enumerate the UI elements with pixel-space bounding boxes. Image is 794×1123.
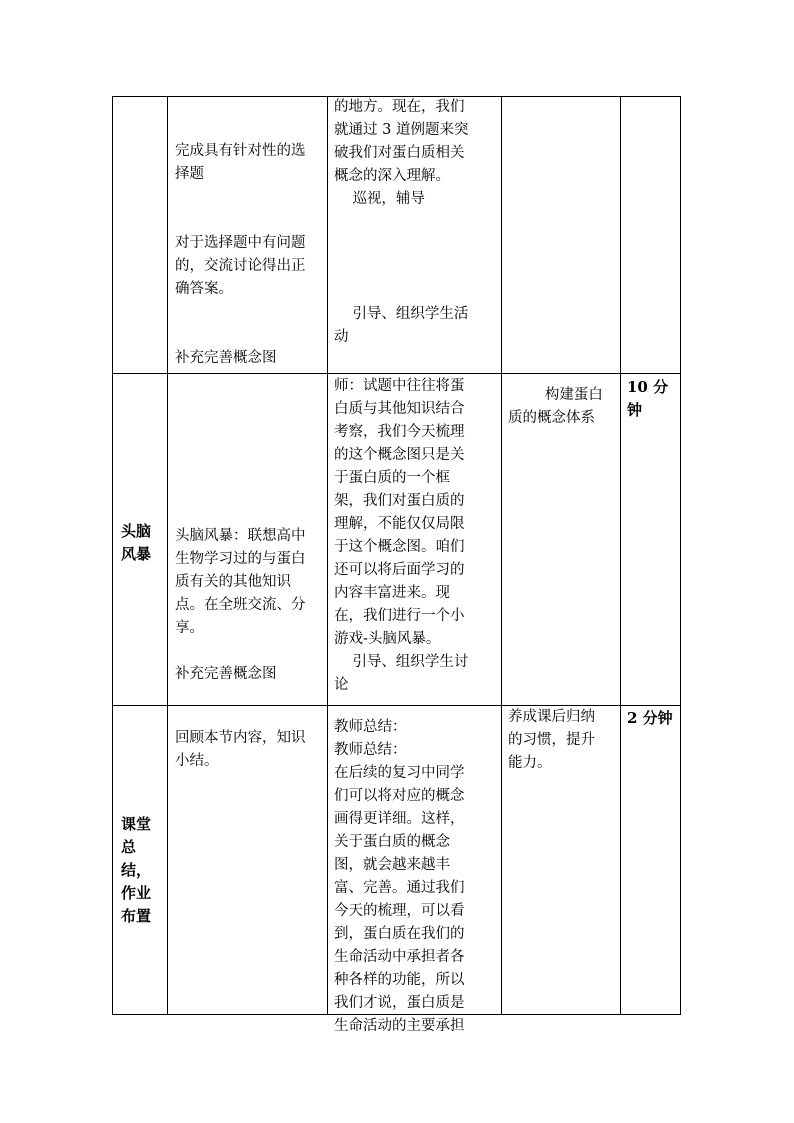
text-line: 就通过 3 道例题来突 (334, 122, 469, 138)
row3-design-intent (508, 706, 618, 786)
text-line: 今天的梳理，可以看 (334, 903, 465, 919)
column-divider-2 (327, 96, 328, 1015)
text-line: 于这个概念图。咱们 (334, 539, 465, 555)
text-line: 享。 (175, 620, 204, 636)
text-line: 图，就会越来越丰 (334, 857, 450, 873)
text-line: 富、完善。通过我们 (334, 880, 465, 896)
text-line (175, 640, 325, 663)
text-line: 巡视，辅导 (334, 191, 425, 207)
text-line: 种各样的功能，所以 (334, 972, 465, 988)
text-line: 的习惯，提升 (508, 732, 595, 748)
text-line: 总 (121, 838, 137, 856)
text-line: 引导、组织学生讨 (334, 654, 469, 670)
text-line: 在后续的复习中同学 (334, 765, 465, 781)
row1-student-activity (175, 140, 325, 370)
text-line: 的地方。现在，我们 (334, 99, 465, 115)
row3-stage-label (121, 813, 165, 933)
text-line: 点。在全班交流、分 (175, 597, 306, 613)
text-line: 考察，我们今天梳理 (334, 424, 465, 440)
text-line: 破我们对蛋白质相关 (334, 145, 465, 161)
text-line: 们可以将对应的概念 (334, 788, 465, 804)
text-line: 质有关的其他知识 (175, 574, 291, 590)
text-line: 小结。 (175, 753, 219, 769)
text-line (175, 209, 325, 232)
text-line: 架，我们对蛋白质的 (334, 493, 465, 509)
row-divider-1 (112, 373, 681, 374)
text-line: 的这个概念图只是关 (334, 447, 465, 463)
row2-time (627, 376, 679, 436)
table-border-left (112, 96, 113, 1015)
text-line: 概念的深入理解。 (334, 168, 450, 184)
text-line: 头脑 (121, 522, 152, 540)
text-line: 完成具有针对性的选 (175, 143, 306, 159)
text-line: 动 (334, 329, 349, 345)
row2-student-activity (175, 525, 325, 700)
text-line: 回顾本节内容，知识 (175, 730, 306, 746)
text-line: 的，交流讨论得出正 (175, 258, 306, 274)
text-line: 质的概念体系 (508, 410, 595, 426)
row3-time (627, 707, 679, 737)
table-border-right (680, 96, 681, 1015)
text-line: 还可以将后面学习的 (334, 562, 465, 578)
row3-student-activity (175, 727, 325, 787)
text-line: 补充完善概念图 (175, 350, 277, 366)
text-line (334, 257, 499, 280)
text-line (334, 280, 499, 303)
text-line: 教师总结： (334, 719, 407, 735)
text-line: 关于蛋白质的概念 (334, 834, 450, 850)
text-line: 师：试题中往往将蛋 (334, 378, 465, 394)
text-line: 补充完善概念图 (175, 666, 277, 682)
row3-teacher-activity (334, 716, 499, 1034)
text-line: 白质与其他知识结合 (334, 401, 465, 417)
column-divider-4 (620, 96, 621, 1015)
row2-stage-label (121, 520, 165, 580)
row1-teacher-activity (334, 96, 499, 372)
row2-design-intent (508, 384, 618, 444)
column-divider-3 (501, 96, 502, 1015)
row2-teacher-activity (334, 375, 499, 703)
text-line: 对于选择题中有问题 (175, 235, 306, 251)
text-line: 画得更详细。这样， (334, 811, 465, 827)
column-divider-1 (167, 96, 168, 1015)
text-line (175, 186, 325, 209)
text-line: 在，我们进行一个小 (334, 608, 465, 624)
text-line: 确答案。 (175, 281, 233, 297)
text-line (334, 234, 499, 257)
text-line: 择题 (175, 166, 204, 182)
text-line: 结， (121, 861, 152, 879)
text-line: 养成课后归纳 (508, 709, 595, 725)
text-line: 课堂 (121, 815, 152, 833)
text-line (175, 301, 325, 324)
text-line: 能力。 (508, 755, 552, 771)
text-line (175, 324, 325, 347)
text-line: 钟 (627, 401, 643, 419)
text-line: 生物学习过的与蛋白 (175, 551, 306, 567)
text-line: 我们才说，蛋白质是 (334, 995, 465, 1011)
text-line: 引导、组织学生活 (334, 306, 469, 322)
text-line: 构建蛋白 (508, 387, 603, 403)
text-line: 于蛋白质的一个框 (334, 470, 450, 486)
text-line (334, 211, 499, 234)
text-line: 生命活动中承担者各 (334, 949, 465, 965)
text-line: 作业 (121, 884, 152, 902)
text-line: 布置 (121, 907, 152, 925)
text-line: 内容丰富进来。现 (334, 585, 450, 601)
text-line: 风暴 (121, 545, 152, 563)
text-line: 10 分 (627, 378, 669, 396)
text-line: 到，蛋白质在我们的 (334, 926, 465, 942)
text-line: 游戏-头脑风暴。 (334, 631, 441, 647)
text-line: 2 分钟 (627, 709, 673, 727)
text-line: 论 (334, 677, 349, 693)
text-line: 理解，不能仅仅局限 (334, 516, 465, 532)
text-line: 生命活动的主要承担 (334, 1018, 465, 1034)
text-line: 头脑风暴：联想高中 (175, 528, 306, 544)
text-line: 教师总结： (334, 742, 407, 758)
